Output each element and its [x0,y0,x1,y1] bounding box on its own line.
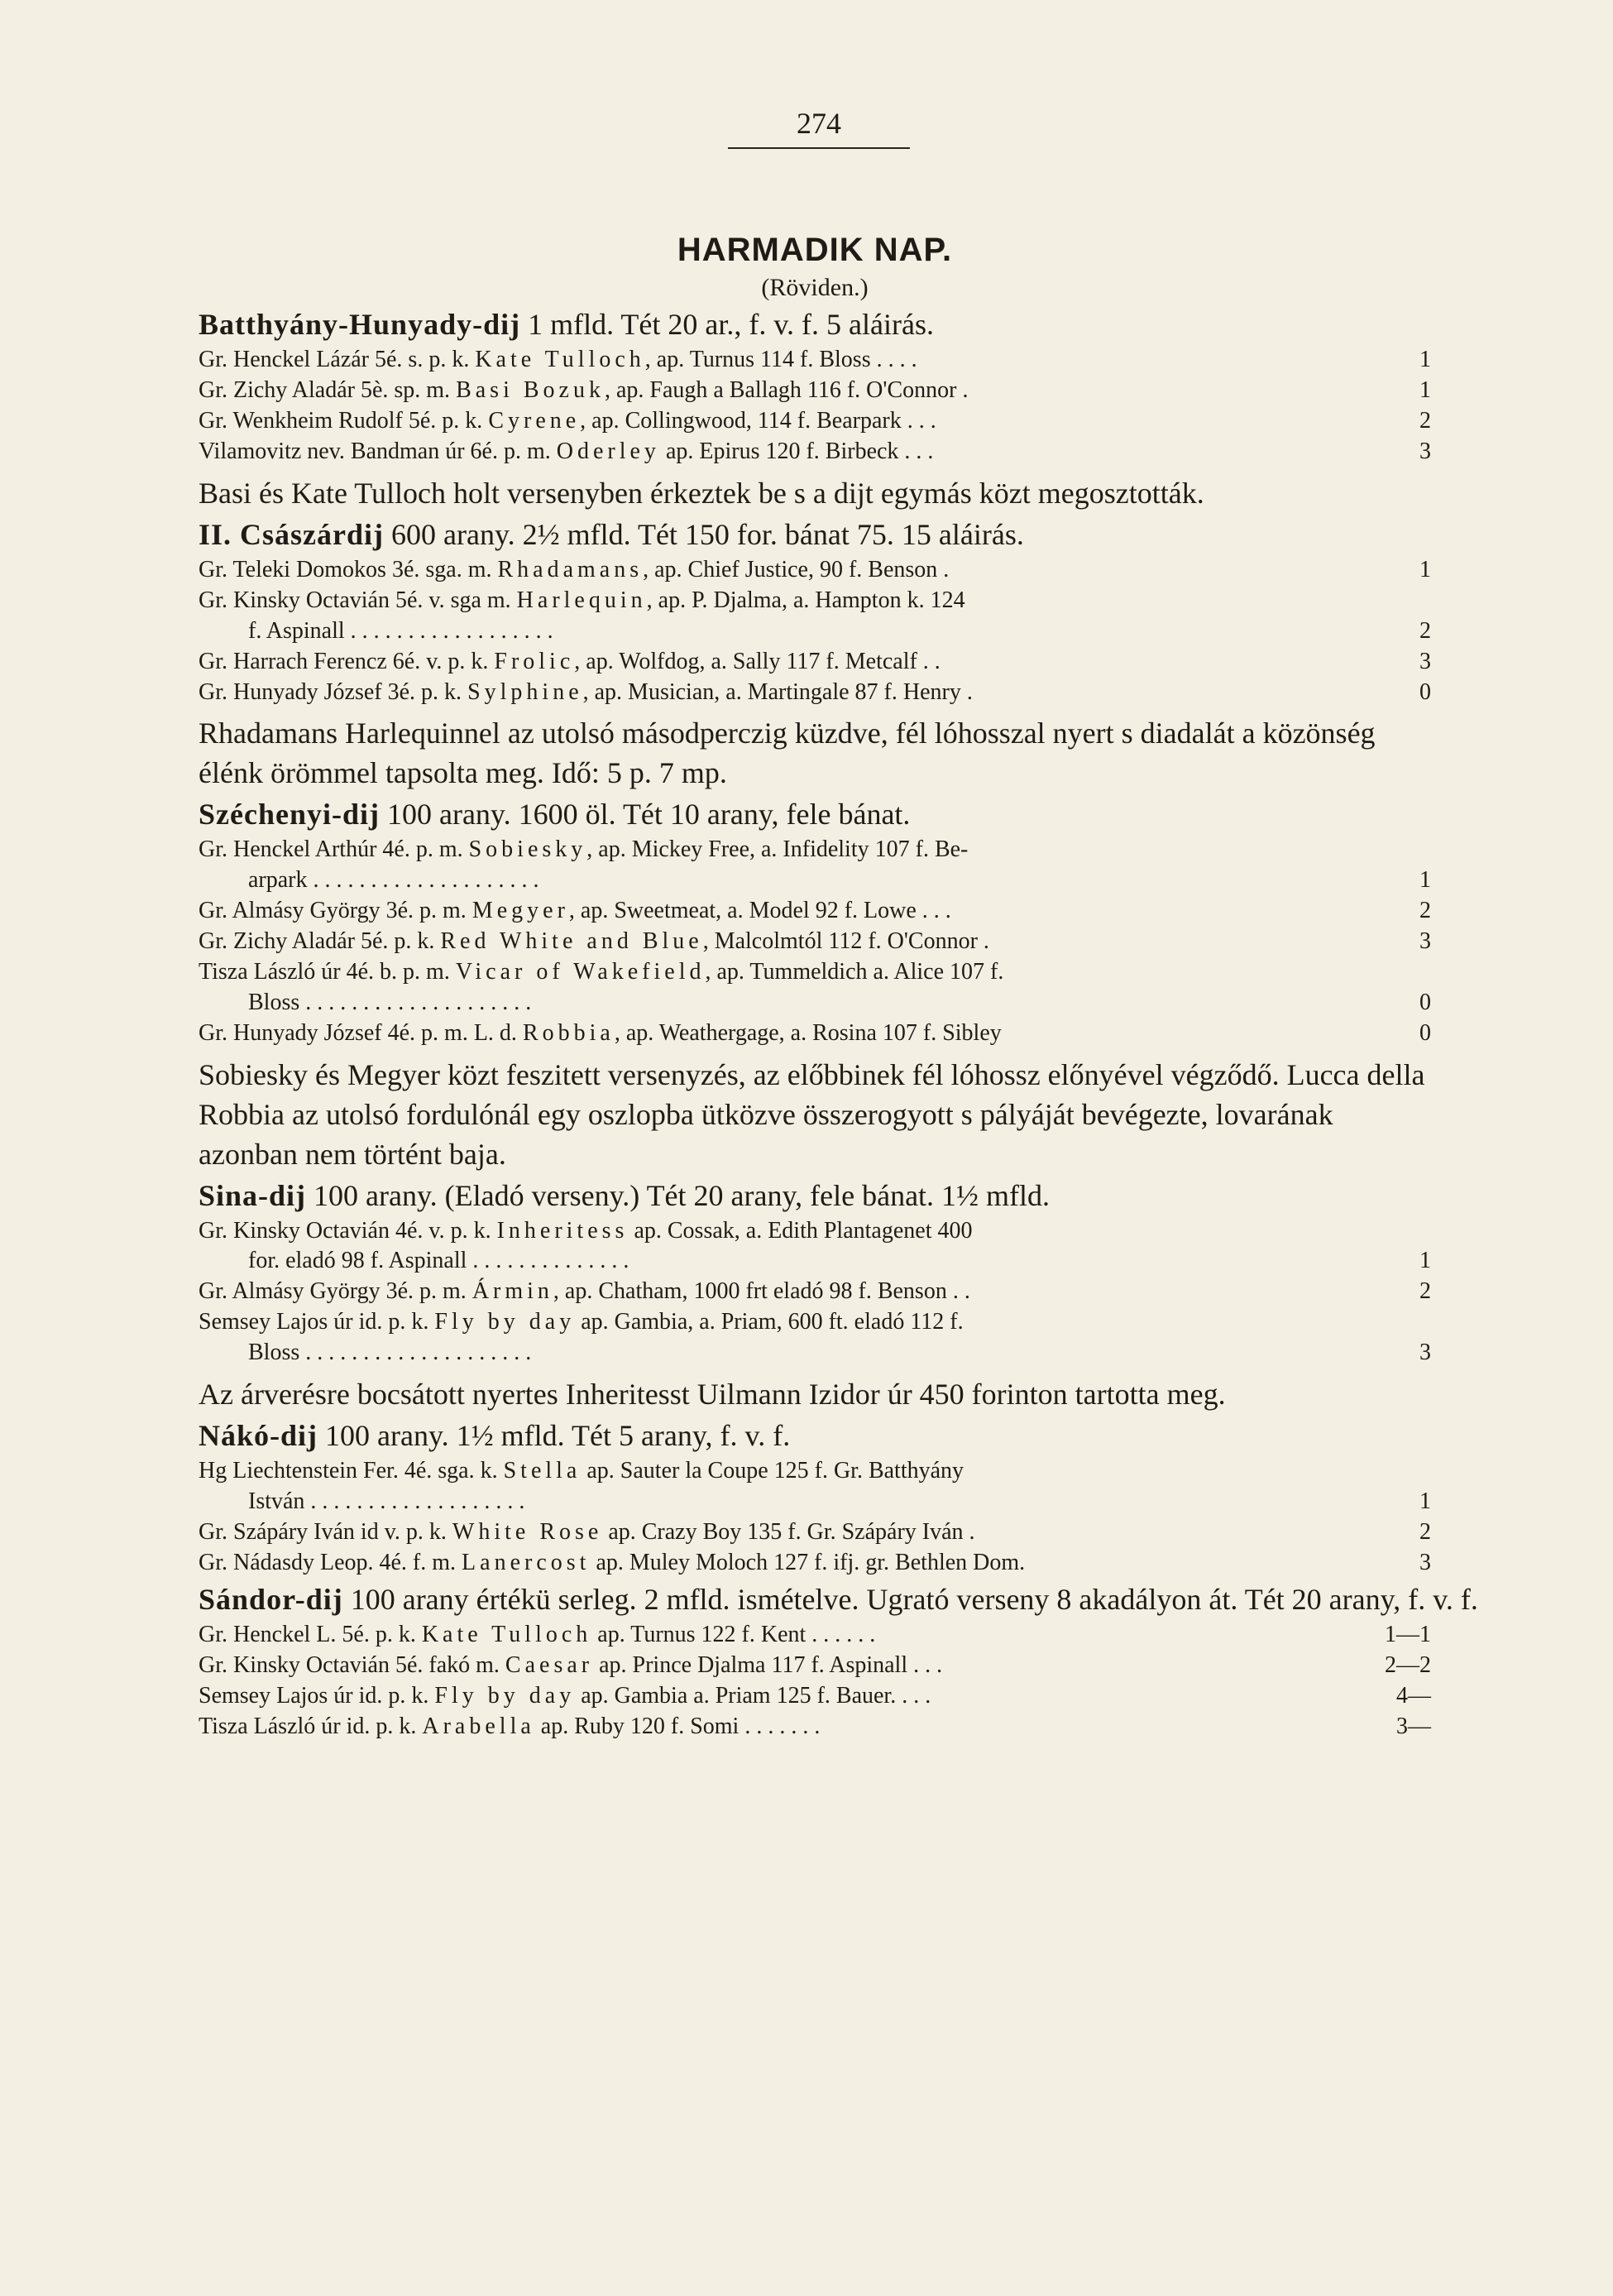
entry-continuation: Bloss . . . . . . . . . . . . . . . . . . . . [248,989,532,1015]
entry-row [199,1620,1431,1651]
race-heading [199,1178,1431,1213]
entry-continuation: arpark . . . . . . . . . . . . . . . . . . . . [248,867,539,894]
race-note: Basi és Kate Tulloch holt versenyben érkeztek be s a dijt egymás közt megosztották. [199,476,1204,510]
entry-line [199,835,1431,865]
race-info: 100 arany értékü serleg. 2 mfld. ismételve. Ugrató verseny 8 akadályon át. Tét 20 arany, f. v. f. [350,1582,1478,1616]
entry-details: ap. Muley Moloch 127 f. ifj. gr. Bethlen Dom. [590,1550,1026,1575]
entry-horse: Lanercost [462,1550,591,1575]
entry-result: 2 [1419,407,1431,434]
race-name: Sina-dij [199,1178,307,1212]
entry-details: ap. Crazy Boy 135 f. Gr. Szápáry Iván . [602,1519,975,1546]
entry-line [199,927,1431,957]
race-note: Az árverésre bocsátott nyertes Inheritesst Uilmann Izidor úr 450 forinton tartotta meg. [199,1378,1226,1412]
entry-line [199,345,1431,376]
race-info: 100 arany. (Eladó verseny.) Tét 20 arany, fele bánat. 1½ mfld. [314,1178,1051,1212]
entry-details: , ap. Musician, a. Martingale 87 f. Henry . [582,678,973,705]
race-name: Sándor-dij [199,1582,343,1616]
entry-continuation: for. eladó 98 f. Aspinall . . . . . . . . . . . . . . [248,1248,629,1274]
race-info: 100 arany. 1½ mfld. Tét 5 arany, f. v. f. [325,1419,791,1453]
entry-details: , Malcolmtól 112 f. O'Connor . [702,928,989,955]
race-name: Széchenyi-dij [199,798,380,832]
day-title: HARMADIK NAP. [677,232,953,268]
entry-result: 2 [1419,1519,1431,1546]
entry-details: , ap. Wolfdog, a. Sally 117 f. Metcalf . . [574,648,941,674]
race-info: 600 arany. 2½ mfld. Tét 150 for. bánat 75. 15 aláirás. [391,517,1024,551]
entry-details: ap. Prince Djalma 117 f. Aspinall . . . [593,1651,943,1678]
entry-owner: Tisza László úr 4é. b. p. m. [199,959,456,985]
entry-details: ap. Cossak, a. Edith Plantagenet 400 [628,1217,973,1244]
entry-owner: Gr. Almásy György 3é. p. m. [199,1278,472,1305]
entry-continuation: István . . . . . . . . . . . . . . . . . . . [248,1488,525,1515]
entry-row [199,1019,1431,1049]
entry-row [199,1712,1431,1742]
entry-row [199,1456,1431,1517]
entry-row [199,835,1431,896]
entry-horse: Vicar of Wakefield [455,959,706,985]
entry-owner: Gr. Szápáry Iván id v. p. k. [199,1519,452,1546]
entry-horse: Caesar [505,1651,594,1678]
race-section [199,1178,1431,1416]
entry-result: 0 [1419,1019,1431,1046]
entry-owner: Semsey Lajos úr id. p. k. [199,1682,435,1709]
entry-horse: Basi Bozuk [456,376,605,403]
race-name: Batthyány-Hunyady-dij [199,308,521,341]
entry-details: , ap. Turnus 114 f. Bloss . . . . [644,347,917,372]
entry-details: , ap. Faugh a Ballagh 116 f. O'Connor . [604,376,969,403]
race-list [199,307,1478,1742]
entry-owner: Gr. Kinsky Octavián 4é. v. p. k. [199,1217,497,1244]
race-note: Sobiesky és Megyer közt feszitett versenyzés, az előbbinek fél lóhossz előnyével végződő. Lucca della Robbia az utolsó fordulónál egy oszlopba ütközve összerogyott s pályáját bevégezte, lovarának azonban nem történt baja. [199,1057,1425,1171]
entry-result: 4— [1396,1682,1431,1709]
entry-owner: Gr. Hunyady József 4é. p. m. L. d. [199,1019,523,1046]
race-section [199,517,1431,794]
entry-line [199,1548,1431,1579]
entry-row [199,1216,1431,1277]
entry-line [199,1277,1431,1307]
entry-horse: White Rose [452,1519,603,1546]
entry-line [199,957,1431,988]
entry-horse: Cyrene [488,407,581,434]
page-number: 274 [797,107,841,140]
race-note: Rhadamans Harlequinnel az utolsó másodperczig küzdve, fél lóhosszal nyert s diadalát a közönség élénk örömmel tapsolta meg. Idő: 5 p. 7 mp. [199,717,1376,790]
race-name: Nákó-dij [199,1419,318,1453]
entry-result: 0 [1419,989,1431,1015]
entry-details: , ap. Weathergage, a. Rosina 107 f. Sibley [614,1019,1002,1046]
entry-details: , ap. Chatham, 1000 frt eladó 98 f. Benson . . [553,1278,970,1305]
entry-row [199,555,1431,586]
entry-owner: Tisza László úr id. p. k. [199,1713,423,1739]
entry-row [199,647,1431,678]
entry-details: , ap. Mickey Free, a. Infidelity 107 f. Be- [586,836,969,863]
entry-line [199,376,1431,406]
entry-line [199,555,1431,586]
entry-owner: Gr. Almásy György 3é. p. m. [199,898,472,924]
entry-row [199,1548,1431,1579]
entry-result: 2 [1419,617,1431,644]
race-heading [199,1582,1478,1617]
entry-horse: Fly by day [434,1309,576,1335]
entry-result: 3 [1419,438,1431,464]
entry-line [199,437,1431,467]
entry-line [199,1019,1431,1049]
entry-line [199,1651,1431,1681]
entry-details: ap. Turnus 122 f. Kent . . . . . . [591,1621,876,1647]
entry-horse: Robbia [522,1019,615,1046]
entry-row [199,1307,1431,1368]
entry-owner: Gr. Henckel Arthúr 4é. p. m. [199,836,469,863]
race-heading [199,307,1431,342]
entry-owner: Gr. Harrach Ferencz 6é. v. p. k. [199,648,495,674]
entry-row [199,376,1431,406]
entry-line [199,586,1431,616]
entry-owner: Gr. Zichy Aladár 5é. p. k. [199,928,441,955]
entry-details: , ap. P. Djalma, a. Hampton k. 124 [646,587,965,613]
entry-horse: Stella [503,1458,582,1484]
entry-owner: Vilamovitz nev. Bandman úr 6é. p. m. [199,438,557,464]
race-heading [199,1418,1431,1453]
entry-result: 2 [1419,1278,1431,1305]
entry-horse: Frolic [494,648,575,674]
entry-details: , ap. Chief Justice, 90 f. Benson . [643,556,950,582]
entry-owner: Gr. Hunyady József 3é. p. k. [199,678,468,705]
entry-result: 1 [1419,376,1431,403]
entry-owner: Gr. Henckel L. 5é. p. k. [199,1621,422,1647]
entry-result: 1 [1419,1248,1431,1274]
entry-line [199,1216,1431,1247]
entry-line [199,1517,1431,1548]
race-info: 1 mfld. Tét 20 ar., f. v. f. 5 aláirás. [528,308,934,341]
entry-line [199,1712,1431,1742]
entry-continuation: Bloss . . . . . . . . . . . . . . . . . . . . [248,1340,532,1366]
entry-details: ap. Sauter la Coupe 125 f. Gr. Batthyány [581,1458,964,1484]
entry-details: ap. Epirus 120 f. Birbeck . . . [659,438,934,464]
race-info: 100 arany. 1600 öl. Tét 10 arany, fele bánat. [386,798,911,832]
entry-result: 3 [1419,1550,1431,1575]
entry-continuation: f. Aspinall . . . . . . . . . . . . . . . . . . [248,617,553,644]
content [199,232,1478,1742]
entry-row [199,1517,1431,1548]
entry-result: 1 [1419,1488,1431,1515]
entry-result: 3 [1419,1340,1431,1366]
entry-row [199,1277,1431,1307]
entry-line [199,647,1431,678]
race-name: II. Császárdij [199,517,385,551]
entry-owner: Gr. Zichy Aladár 5è. sp. m. [199,376,457,403]
entry-row [199,678,1431,708]
entry-result: 3 [1419,928,1431,955]
entry-row [199,406,1431,437]
entry-horse: Oderley [556,438,660,464]
entry-result: 1 [1419,867,1431,894]
entry-horse: Sobiesky [468,836,587,863]
subtitle: (Röviden.) [761,274,869,301]
entry-result: 3— [1396,1713,1431,1739]
entry-horse: Red White and Blue [440,928,703,955]
page-number-rule [728,147,910,149]
entry-details: , ap. Sweetmeat, a. Model 92 f. Lowe . . . [568,898,951,924]
entry-details: ap. Gambia a. Priam 125 f. Bauer. . . . [575,1682,931,1709]
entry-line [199,406,1431,437]
entry-owner: Gr. Teleki Domokos 3é. sga. m. [199,556,498,582]
entry-row [199,896,1431,927]
entry-row [199,927,1431,957]
entry-line [199,1681,1431,1712]
entry-details: , ap. Tummeldich a. Alice 107 f. [705,959,1004,985]
entry-result: 1—1 [1385,1621,1431,1647]
entry-owner: Gr. Nádasdy Leop. 4é. f. m. [199,1550,462,1575]
race-heading [199,797,1431,832]
entry-result: 1 [1419,347,1431,372]
entry-line [199,1620,1431,1651]
entry-row [199,1651,1431,1681]
entry-details: ap. Gambia, a. Priam, 600 ft. eladó 112 f. [575,1309,964,1335]
entry-row [199,437,1431,467]
entry-line [199,678,1431,708]
race-heading [199,517,1431,552]
entry-result: 0 [1419,678,1431,705]
entry-row [199,957,1431,1019]
entry-details: , ap. Collingwood, 114 f. Bearpark . . . [580,407,936,434]
entry-horse: Megyer [471,898,569,924]
entry-owner: Gr. Kinsky Octavián 5é. v. sga m. [199,587,517,613]
entry-horse: Sylphine [467,678,583,705]
entry-owner: Hg Liechtenstein Fer. 4é. sga. k. [199,1458,504,1484]
entry-result: 1 [1419,556,1431,582]
entry-details: ap. Ruby 120 f. Somi . . . . . . . [534,1713,821,1739]
race-section [199,307,1431,514]
entry-result: 2 [1419,898,1431,924]
race-section [199,797,1431,1174]
entry-owner: Gr. Henckel Lázár 5é. s. p. k. [199,347,476,372]
entry-line [199,1456,1431,1487]
entry-horse: Rhadamans [497,556,644,582]
race-section [199,1582,1478,1742]
entry-horse: Inheritess [496,1217,629,1244]
entry-horse: Arabella [422,1713,535,1739]
race-section [199,1418,1431,1579]
entry-horse: Fly by day [434,1682,576,1709]
entry-line [199,1307,1431,1338]
entry-owner: Semsey Lajos úr id. p. k. [199,1309,435,1335]
entry-row [199,586,1431,647]
entry-owner: Gr. Kinsky Octavián 5é. fakó m. [199,1651,505,1678]
entry-horse: Ármin [471,1278,553,1305]
entry-horse: Kate Tulloch [475,347,645,372]
entry-result: 3 [1419,648,1431,674]
entry-line [199,896,1431,927]
entry-horse: Kate Tulloch [421,1621,592,1647]
entry-horse: Harlequin [516,587,647,613]
entry-row [199,1681,1431,1712]
entry-result: 2—2 [1385,1651,1431,1678]
entry-owner: Gr. Wenkheim Rudolf 5é. p. k. [199,407,489,434]
entry-row [199,345,1431,376]
